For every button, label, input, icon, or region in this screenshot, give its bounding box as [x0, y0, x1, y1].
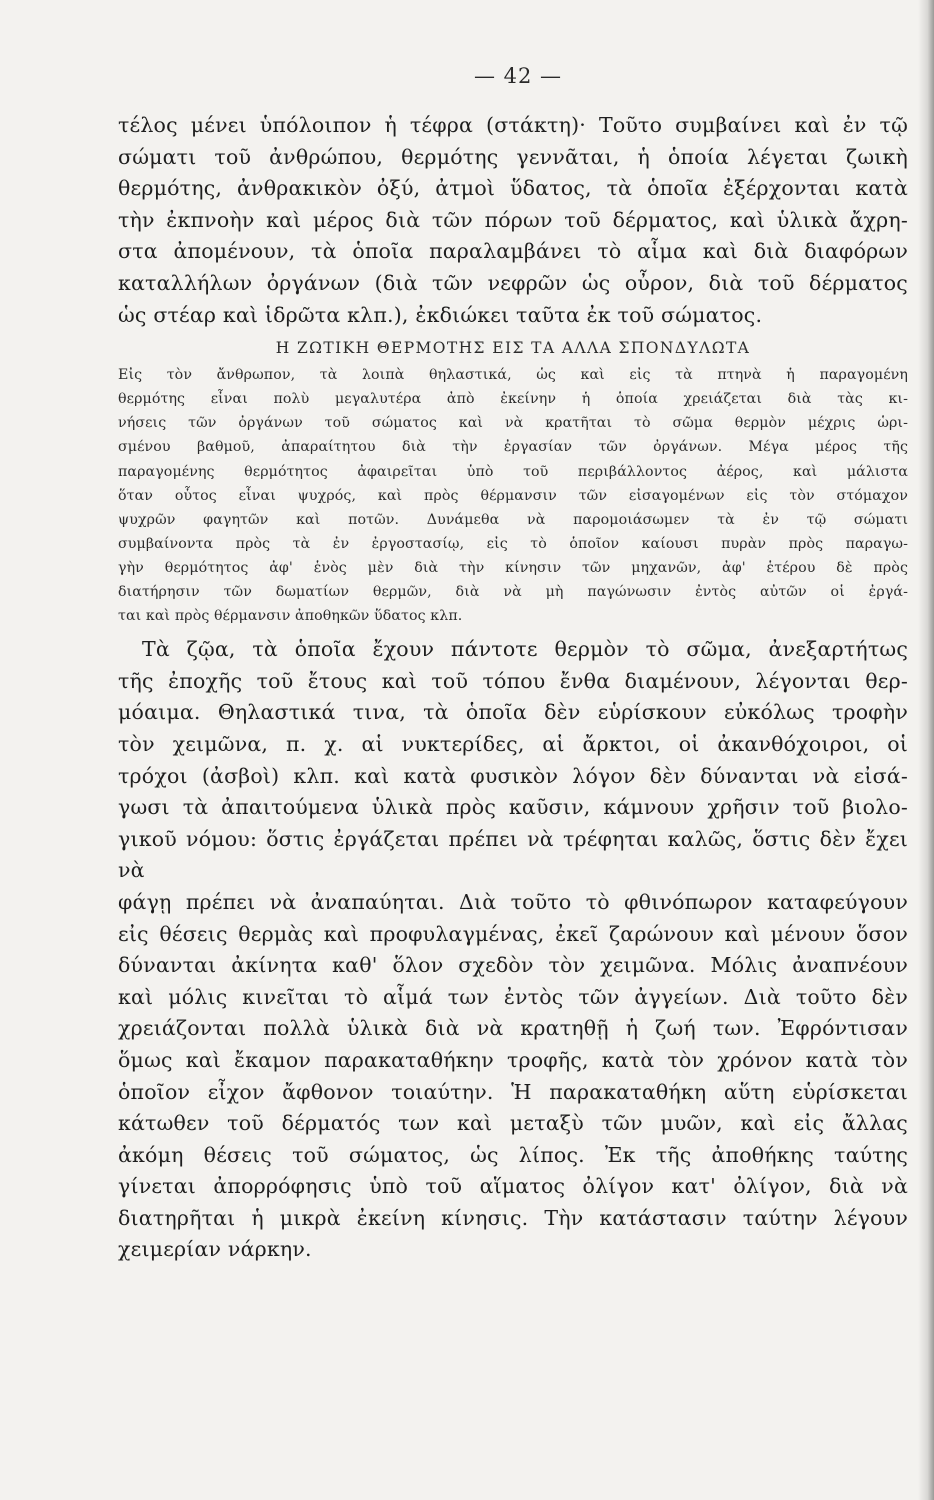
- text-line: μόαιμα. Θηλαστικά τινα, τὰ ὁποῖα δὲν εὑρίσκουν εὐκόλως τροφὴν: [118, 700, 908, 725]
- text-line: σώματι τοῦ ἀνθρώπου, θερμότης γεννᾶται, ἡ ὁποία λέγεται ζωικὴ: [118, 144, 908, 169]
- text-line: δύνανται ἀκίνητα καθ' ὅλον σχεδὸν τὸν χειμῶνα. Μόλις ἀναπνέουν: [118, 953, 908, 978]
- text-line: στα ἀπομένουν, τὰ ὁποῖα παραλαμβάνει τὸ αἷμα καὶ διὰ διαφόρων: [118, 239, 908, 264]
- text-line: κάτωθεν τοῦ δέρματός των καὶ μεταξὺ τῶν μυῶν, καὶ εἰς ἄλλας: [118, 1111, 908, 1136]
- text-line: ὁποῖον εἶχον ἄφθονον τοιαύτην. Ἡ παρακαταθήκη αὕτη εὑρίσκεται: [118, 1079, 908, 1104]
- text-line: ὡς στέαρ καὶ ἱδρῶτα κλπ.), ἐκδιώκει ταῦτα ἐκ τοῦ σώματος.: [118, 302, 763, 327]
- small-text-line: διατήρησιν τῶν δωματίων θερμῶν, διὰ νὰ μὴ παγώνωσιν ἐντὸς αὐτῶν οἱ ἐργά-: [118, 584, 908, 600]
- page-number: — 42 —: [473, 64, 563, 88]
- paragraph-thermoaima: [118, 634, 908, 1266]
- small-text-line: παραγομένης θερμότητος ἀφαιρεῖται ὑπὸ τοῦ περιβάλλοντος ἀέρος, καὶ μάλιστα: [118, 463, 908, 480]
- small-text-line: γὴν θερμότητος ἀφ' ἑνὸς μὲν διὰ τὴν κίνησιν τῶν μηχανῶν, ἀφ' ἑτέρου δὲ πρὸς: [118, 559, 908, 576]
- text-line: τὴν ἐκπνοὴν καὶ μέρος διὰ τῶν πόρων τοῦ δέρματος, καὶ ὑλικὰ ἄχρη-: [118, 207, 908, 232]
- section-heading: Η ΖΩΤΙΚΗ ΘΕΡΜΟΤΗΣ ΕΙΣ ΤΑ ΑΛΛΑ ΣΠΟΝΔΥΛΩΤΑ: [275, 339, 751, 358]
- text-line: θερμότης, ἀνθρακικὸν ὀξύ, ἀτμοὶ ὕδατος, τὰ ὁποῖα ἐξέρχονται κατὰ: [118, 176, 908, 201]
- small-text-line: θερμότης εἶναι πολὺ μεγαλυτέρα ἀπὸ ἐκείνην ἡ ὁποία χρειάζεται διὰ τὰς κι-: [118, 391, 908, 408]
- text-line: γωσι τὰ ἀπαιτούμενα ὑλικὰ πρὸς καῦσιν, κάμνουν χρῆσιν τοῦ βιολο-: [118, 795, 908, 820]
- small-text-line: σμένου βαθμοῦ, ἀπαραίτητου διὰ τὴν ἐργασίαν τῶν ὀργάνων. Μέγα μέρος τῆς: [118, 439, 908, 456]
- small-print-paragraph: [118, 363, 908, 628]
- text-line: τέλος μένει ὑπόλοιπον ἡ τέφρα (στάκτη)· Τοῦτο συμβαίνει καὶ ἐν τῷ: [118, 113, 908, 137]
- page-edge-shadow: [918, 0, 934, 1500]
- small-text-line: ται καὶ πρὸς θέρμανσιν ἀποθηκῶν ὕδατος κλπ.: [118, 608, 463, 625]
- text-line: γικοῦ νόμου: ὅστις ἐργάζεται πρέπει νὰ τρέφηται καλῶς, ὅστις δὲν ἔχει νὰ: [118, 826, 908, 883]
- text-line: διατηρῆται ἡ μικρὰ ἐκείνη κίνησις. Τὴν κατάστασιν ταύτην λέγουν: [118, 1205, 908, 1230]
- text-line: ὅμως καὶ ἔκαμον παρακαταθήκην τροφῆς, κατὰ τὸν χρόνον κατὰ τὸν: [118, 1047, 908, 1072]
- small-text-line: νήσεις τῶν ὀργάνων τοῦ σώματος καὶ νὰ κρατῆται τὸ σῶμα θερμὸν μέχρις ὡρι-: [118, 415, 908, 432]
- text-line: εἰς θέσεις θερμὰς καὶ προφυλαγμένας, ἐκεῖ ζαρώνουν καὶ μένουν ὅσον: [118, 921, 908, 946]
- small-text-line: Εἰς τὸν ἄνθρωπον, τὰ λοιπὰ θηλαστικά, ὡς καὶ εἰς τὰ πτηνὰ ἡ παραγομένη: [118, 367, 908, 384]
- book-page: [118, 64, 908, 1266]
- text-line: χρειάζονται πολλὰ ὑλικὰ διὰ νὰ κρατηθῇ ἡ ζωή των. Ἐφρόντισαν: [118, 1016, 908, 1041]
- small-text-line: ὅταν οὗτος εἶναι ψυχρός, καὶ πρὸς θέρμανσιν τῶν εἰσαγομένων εἰς τὸν στόμαχον: [118, 487, 908, 504]
- text-line: φάγῃ πρέπει νὰ ἀναπαύηται. Διὰ τοῦτο τὸ φθινόπωρον καταφεύγουν: [118, 889, 908, 914]
- text-line: ἀκόμη θέσεις τοῦ σώματος, ὡς λίπος. Ἐκ τῆς ἀποθήκης ταύτης: [118, 1142, 908, 1167]
- paragraph-zoiki-thermotis: [118, 110, 908, 331]
- text-line: γίνεται ἀπορρόφησις ὑπὸ τοῦ αἵματος ὀλίγον κατ' ὀλίγον, διὰ νὰ: [118, 1174, 908, 1199]
- text-line: Τὰ ζῷα, τὰ ὁποῖα ἔχουν πάντοτε θερμὸν τὸ σῶμα, ἀνεξαρτήτως: [142, 637, 908, 662]
- text-line: τρόχοι (ἀσβοὶ) κλπ. καὶ κατὰ φυσικὸν λόγον δὲν δύνανται νὰ εἰσά-: [118, 763, 908, 788]
- text-line: τὸν χειμῶνα, π. χ. αἱ νυκτερίδες, αἱ ἄρκτοι, οἱ ἀκανθόχοιροι, οἱ: [118, 731, 908, 756]
- small-text-line: ψυχρῶν φαγητῶν καὶ ποτῶν. Δυνάμεθα νὰ παρομοιάσωμεν τὰ ἐν τῷ σώματι: [118, 511, 908, 528]
- text-line: τῆς ἐποχῆς τοῦ ἔτους καὶ τοῦ τόπου ἔνθα διαμένουν, λέγονται θερ-: [118, 668, 908, 693]
- text-line: καὶ μόλις κινεῖται τὸ αἷμά των ἐντὸς τῶν ἀγγείων. Διὰ τοῦτο δὲν: [118, 984, 908, 1009]
- text-line: καταλλήλων ὀργάνων (διὰ τῶν νεφρῶν ὡς οὖρον, διὰ τοῦ δέρματος: [118, 270, 908, 295]
- text-line: χειμερίαν νάρκην.: [118, 1237, 312, 1262]
- small-text-line: συμβαίνοντα πρὸς τὰ ἐν ἐργοστασίῳ, εἰς τὸ ὁποῖον καίουσι πυρὰν πρὸς παραγω-: [118, 535, 908, 552]
